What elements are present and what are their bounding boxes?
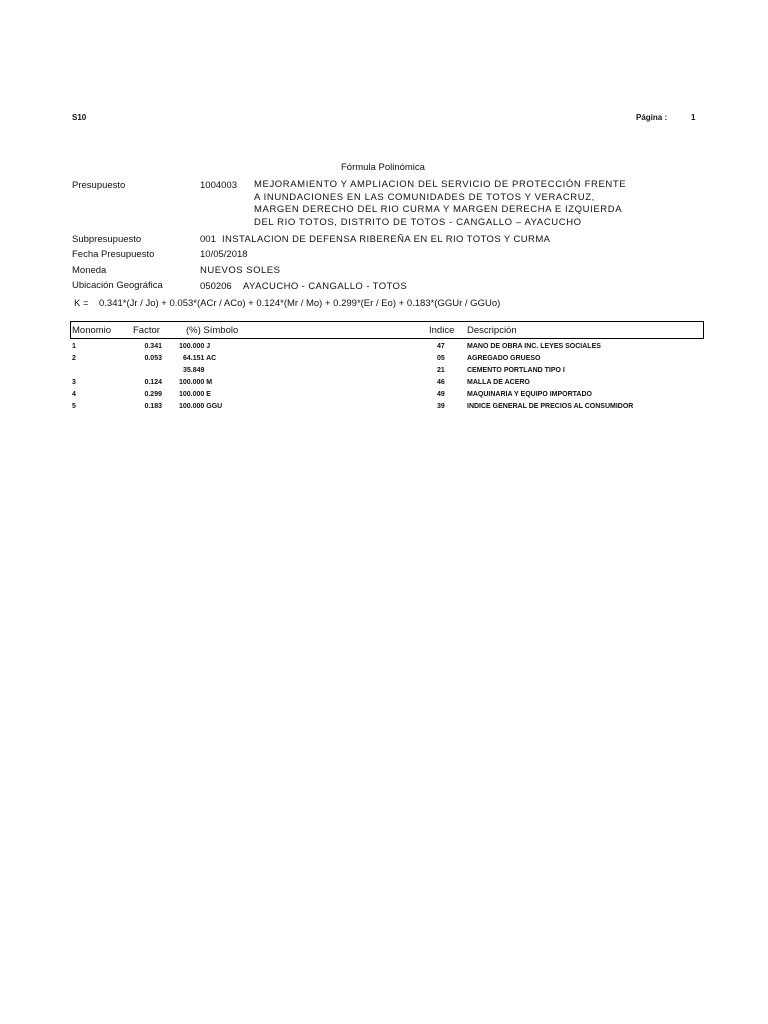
row-pct-simbolo: 100.000 GGU — [179, 403, 223, 410]
row-descripcion: AGREGADO GRUESO — [467, 355, 541, 362]
row-factor: 0.341 — [144, 343, 162, 350]
subpresupuesto-description: INSTALACION DE DEFENSA RIBEREÑA EN EL RIO TOTOS Y CURMA — [222, 234, 551, 245]
page-number: 1 — [691, 113, 696, 122]
row-indice: 49 — [437, 391, 445, 398]
ubicacion-label: Ubicación Geográfica — [72, 280, 163, 291]
moneda-label: Moneda — [72, 265, 107, 276]
row-factor: 0.183 — [144, 403, 162, 410]
row-descripcion: INDICE GENERAL DE PRECIOS AL CONSUMIDOR — [467, 403, 634, 410]
col-indice: Indice — [429, 325, 455, 336]
moneda-value: NUEVOS SOLES — [200, 265, 281, 276]
row-monomio: 1 — [72, 343, 76, 350]
row-factor: 0.053 — [144, 355, 162, 362]
page-title: Fórmula Polinómica — [341, 162, 425, 173]
fecha-label: Fecha Presupuesto — [72, 249, 155, 260]
row-factor: 0.299 — [144, 391, 162, 398]
col-monomio: Monomio — [72, 325, 112, 336]
row-indice: 05 — [437, 355, 445, 362]
row-pct-simbolo: 100.000 M — [179, 379, 213, 386]
presupuesto-code: 1004003 — [200, 180, 237, 191]
row-indice: 39 — [437, 403, 445, 410]
row-monomio: 5 — [72, 403, 76, 410]
col-descripcion: Descripción — [467, 325, 517, 336]
row-indice: 21 — [437, 367, 445, 374]
row-pct-simbolo: 100.000 E — [179, 391, 211, 398]
row-descripcion: MALLA DE ACERO — [467, 379, 530, 386]
table-header — [70, 321, 704, 339]
report-code: S10 — [72, 113, 87, 122]
row-monomio: 3 — [72, 379, 76, 386]
formula-expression: 0.341*(Jr / Jo) + 0.053*(ACr / ACo) + 0.124*(Mr / Mo) + 0.299*(Er / Eo) + 0.183*(GGUr / GGUo) — [99, 298, 501, 309]
ubicacion-value: AYACUCHO - CANGALLO - TOTOS — [243, 281, 408, 292]
presupuesto-description: MEJORAMIENTO Y AMPLIACION DEL SERVICIO DE PROTECCIÓN FRENTE A INUNDACIONES EN LAS COMUNIDADES DE TOTOS Y VERACRUZ, MARGEN DERECHO DEL RIO CURMA Y MARGEN DERECHA E IZQUIERDA DEL RIO TOTOS, DISTRITO DE TOTOS - CANGALLO – AYACUCHO — [254, 179, 627, 228]
page-label: Página : — [636, 113, 668, 122]
row-factor: 0.124 — [144, 379, 162, 386]
row-indice: 46 — [437, 379, 445, 386]
row-pct-simbolo: 64.151 AC — [183, 355, 217, 362]
row-descripcion: CEMENTO PORTLAND TIPO I — [467, 367, 565, 374]
row-descripcion: MAQUINARIA Y EQUIPO IMPORTADO — [467, 391, 592, 398]
row-monomio: 2 — [72, 355, 76, 362]
col-pct-simbolo: (%) Símbolo — [186, 325, 239, 336]
ubicacion-code: 050206 — [200, 281, 232, 292]
presupuesto-label: Presupuesto — [72, 180, 126, 191]
row-monomio: 4 — [72, 391, 76, 398]
row-pct-simbolo: 35.849 — [183, 367, 205, 374]
subpresupuesto-code: 001 — [200, 234, 216, 245]
k-label: K = — [74, 298, 89, 309]
row-descripcion: MANO DE OBRA INC. LEYES SOCIALES — [467, 343, 601, 350]
subpresupuesto-label: Subpresupuesto — [72, 234, 142, 245]
fecha-value: 10/05/2018 — [200, 249, 248, 260]
row-indice: 47 — [437, 343, 445, 350]
row-pct-simbolo: 100.000 J — [179, 343, 211, 350]
col-factor: Factor — [133, 325, 160, 336]
